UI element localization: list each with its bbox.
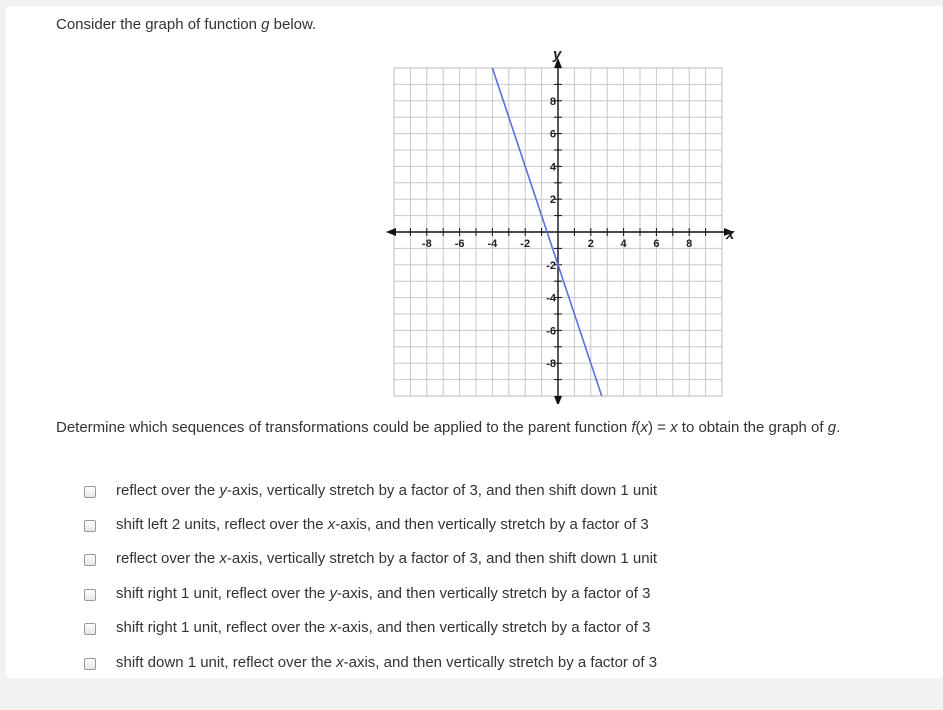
tick-labels bbox=[422, 96, 692, 370]
series-line-g bbox=[492, 68, 607, 404]
y-tick-label: -4 bbox=[546, 292, 556, 305]
option-3-label: reflect over the x-axis, vertically stretch by a factor of 3, and then shift down 1 unit bbox=[116, 550, 658, 567]
x-tick-label: -4 bbox=[487, 238, 498, 250]
y-tick-label: -8 bbox=[546, 358, 556, 371]
option-5-label: shift right 1 unit, reflect over the x-axis, and then vertically stretch by a factor of 3 bbox=[116, 619, 651, 636]
x-axis-label: x bbox=[726, 226, 735, 243]
option-3-checkbox[interactable] bbox=[84, 554, 96, 566]
series-lines bbox=[492, 68, 607, 404]
option-4[interactable] bbox=[76, 581, 876, 611]
option-1-checkbox[interactable] bbox=[84, 486, 96, 498]
option-2-label: shift left 2 units, reflect over the x-axis, and then vertically stretch by a factor of 3 bbox=[116, 516, 649, 533]
y-tick-label: 8 bbox=[549, 95, 556, 108]
question-text: Determine which sequences of transformations could be applied to the parent function f(x) = x to obtain the graph of g. bbox=[56, 419, 841, 436]
option-5[interactable] bbox=[76, 615, 876, 645]
x-tick-label: 6 bbox=[653, 238, 660, 250]
x-tick-label: 2 bbox=[587, 238, 594, 250]
axes bbox=[386, 58, 734, 404]
option-1[interactable] bbox=[76, 478, 876, 508]
option-2[interactable] bbox=[76, 512, 876, 542]
x-tick-label: 4 bbox=[620, 238, 627, 250]
x-tick-label: 8 bbox=[686, 238, 693, 250]
option-3[interactable] bbox=[76, 546, 876, 576]
y-axis-arrow-down bbox=[554, 396, 562, 404]
option-4-label: shift right 1 unit, reflect over the y-axis, and then vertically stretch by a factor of 3 bbox=[116, 585, 651, 602]
y-tick-label: -2 bbox=[546, 259, 556, 272]
y-tick-label: 4 bbox=[549, 161, 556, 174]
y-axis-label: y bbox=[553, 46, 562, 63]
option-1-label: reflect over the y-axis, vertically stretch by a factor of 3, and then shift down 1 unit bbox=[116, 482, 658, 499]
prompt-text: Consider the graph of function g below. bbox=[56, 16, 317, 33]
y-tick-label: 2 bbox=[549, 194, 556, 207]
function-graph bbox=[386, 44, 746, 404]
option-4-checkbox[interactable] bbox=[84, 589, 96, 601]
option-5-checkbox[interactable] bbox=[84, 623, 96, 635]
y-tick-label: 6 bbox=[549, 128, 556, 141]
x-axis-arrow-left bbox=[386, 228, 396, 236]
x-tick-label: -6 bbox=[454, 238, 465, 250]
x-tick-label: -8 bbox=[421, 238, 432, 250]
option-2-checkbox[interactable] bbox=[84, 520, 96, 532]
y-tick-label: -6 bbox=[546, 325, 556, 338]
question-card bbox=[6, 6, 943, 678]
option-6-checkbox[interactable] bbox=[84, 658, 96, 670]
option-6-label: shift down 1 unit, reflect over the x-axis, and then vertically stretch by a factor of 3 bbox=[116, 654, 658, 671]
option-6[interactable] bbox=[76, 650, 876, 680]
x-tick-label: -2 bbox=[520, 238, 531, 250]
